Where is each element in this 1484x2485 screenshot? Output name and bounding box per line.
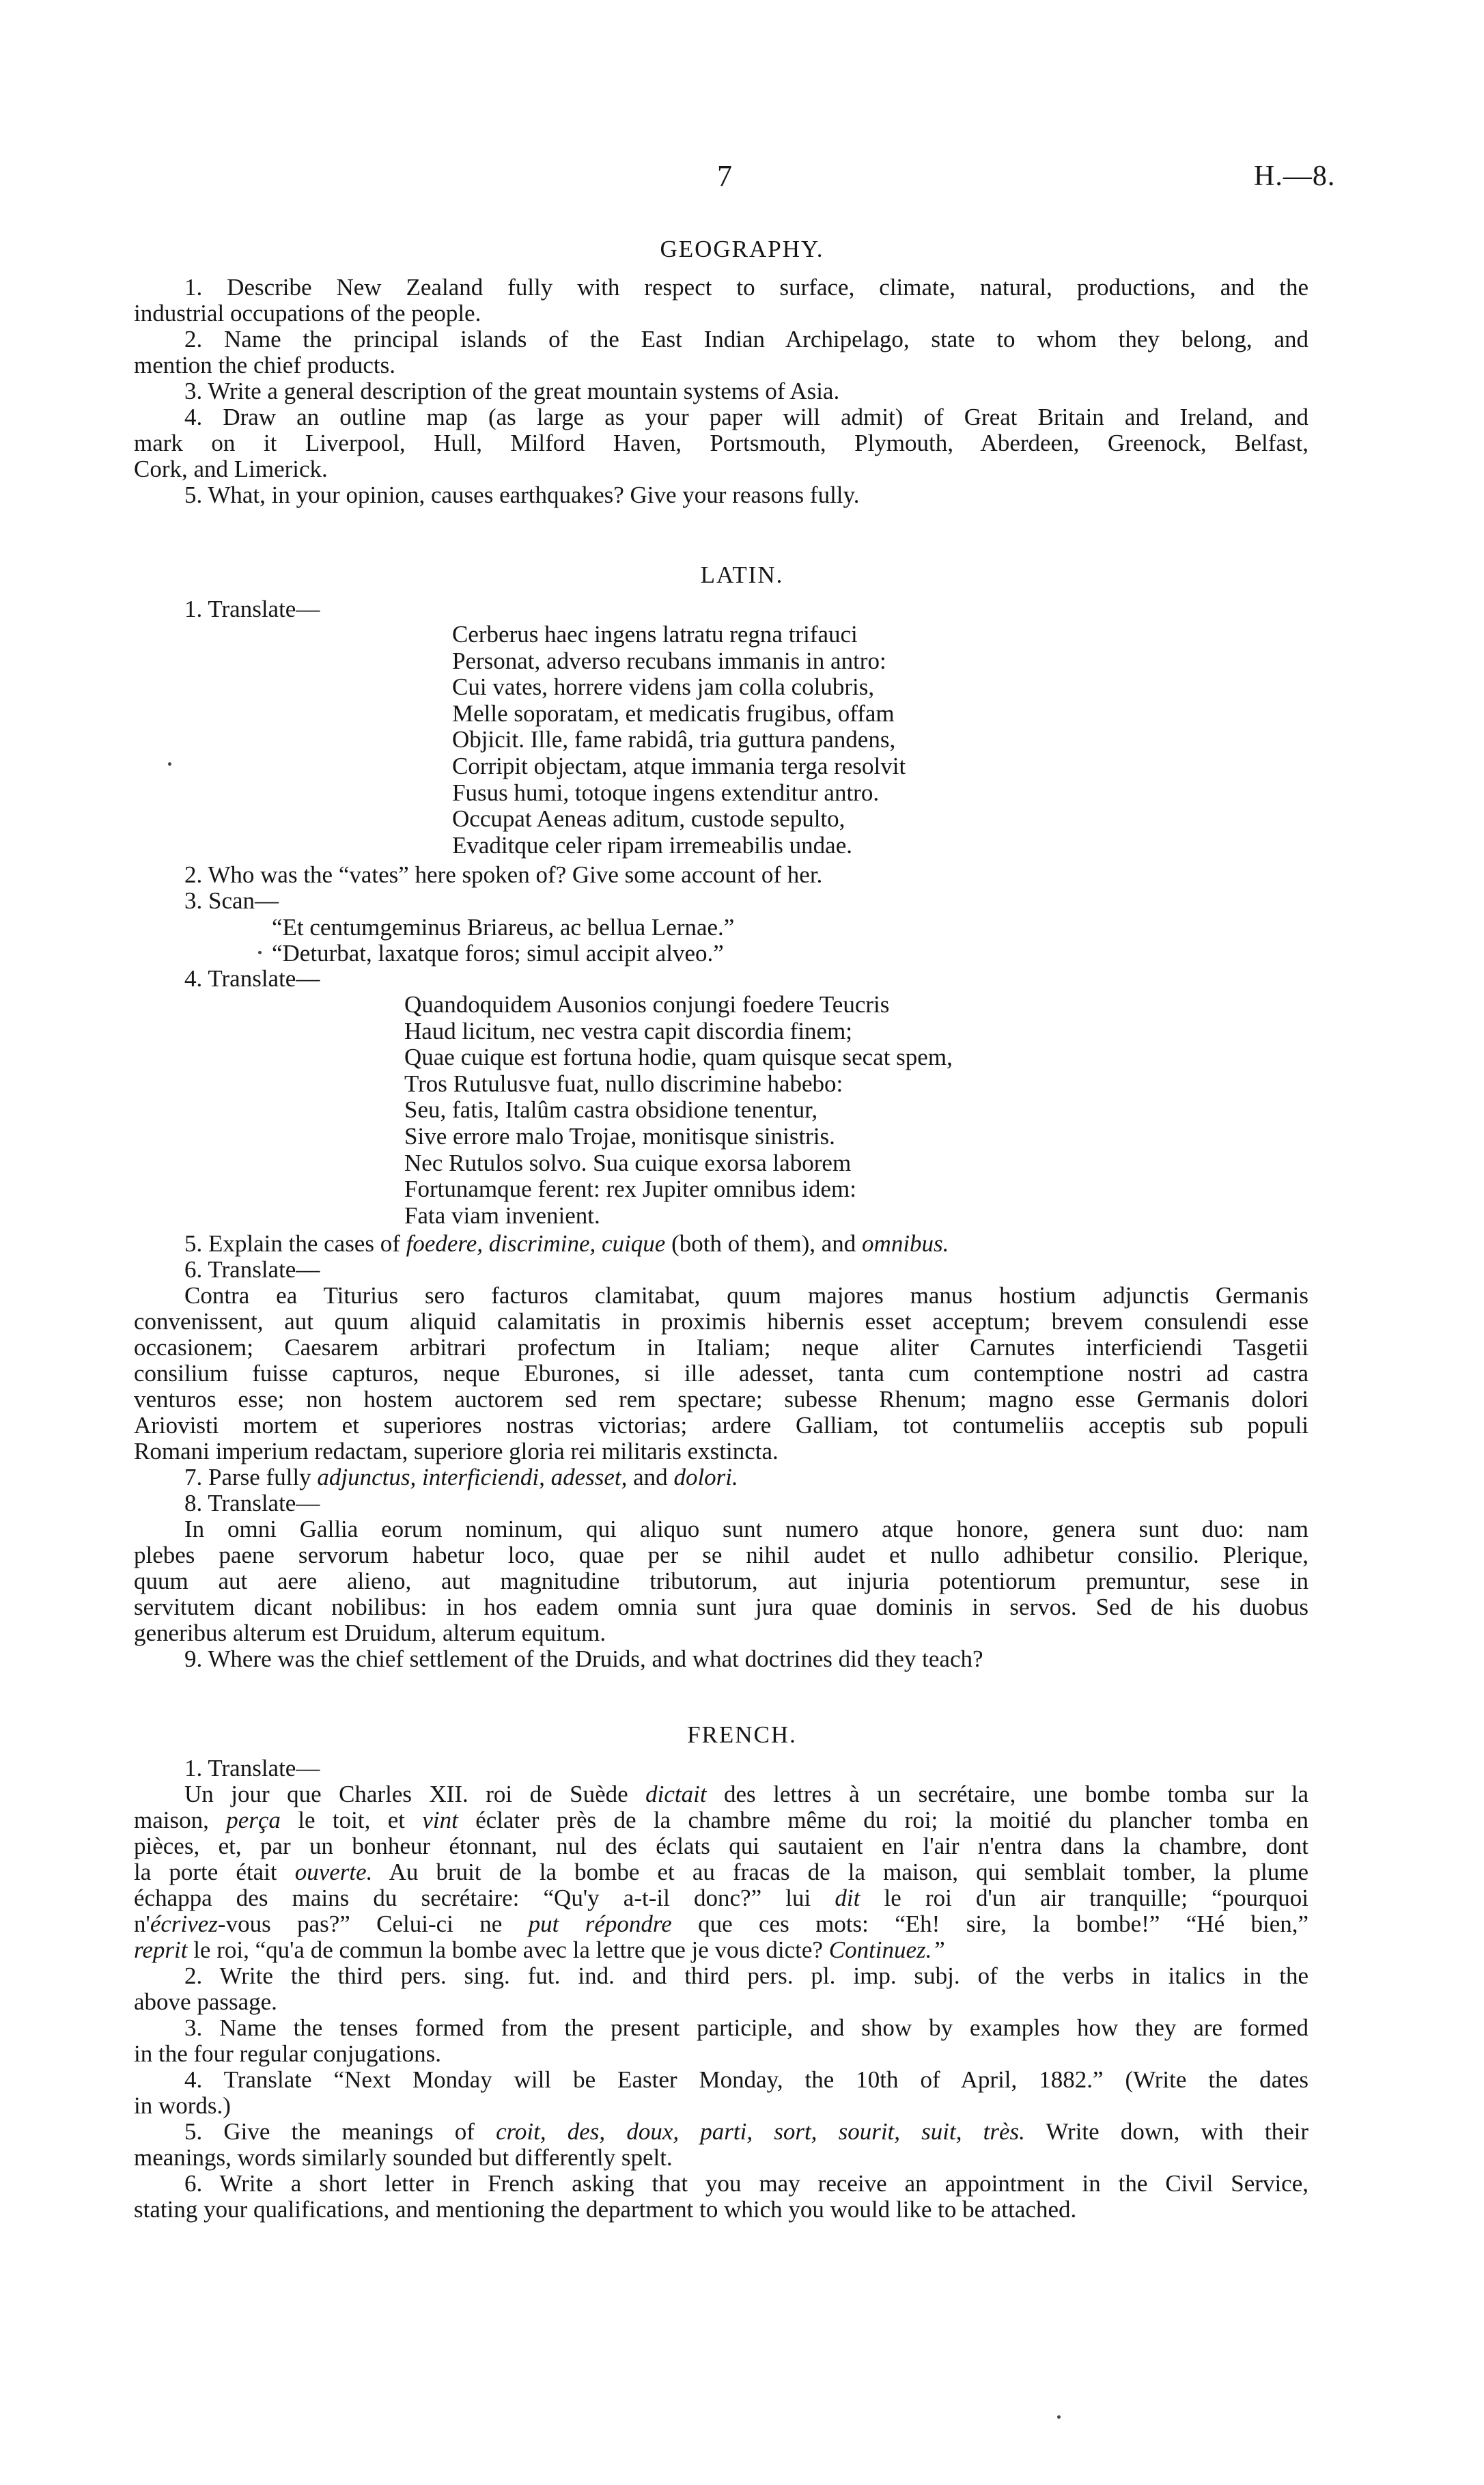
passage-text: des lettres à un secrétaire, une bombe tomba sur la bbox=[724, 1781, 1309, 1807]
geography-line: 3. Write a general description of the great mountain systems of Asia. bbox=[184, 378, 840, 404]
passage-text: maison, bbox=[134, 1807, 209, 1833]
french-q6-line: 6. Write a short letter in French asking that you may receive an appointment in the Civil Service, bbox=[184, 2170, 1308, 2197]
latin-q7 bbox=[184, 1464, 1308, 1490]
geography-line: industrial occupations of the people. bbox=[134, 300, 481, 327]
passage-verb: ouverte. bbox=[294, 1859, 373, 1885]
passage-verb: put répondre bbox=[528, 1911, 672, 1937]
poem-line: Corripit objectam, atque immania terga resolvit bbox=[452, 752, 906, 779]
page-number: 7 bbox=[717, 159, 732, 193]
q7-last: dolori. bbox=[673, 1464, 738, 1490]
french-q3-line: in the four regular conjugations. bbox=[134, 2040, 442, 2067]
passage-line: pièces, et, par un bonheur étonnant, nul des éclats qui sautaient en l'air n'entra dans la chambre, dont bbox=[134, 1833, 1308, 1859]
passage-text: n' bbox=[134, 1911, 150, 1937]
q5-words: croit, des, doux, parti, sort, sourit, suit, très. bbox=[496, 2118, 1025, 2145]
prose-line: In omni Gallia eorum nominum, qui aliquo sunt numero atque honore, genera sunt duo: nam bbox=[184, 1516, 1308, 1542]
passage-verb: reprit bbox=[134, 1936, 188, 1963]
scan-line: “Et centumgeminus Briareus, ac bellua Lernae.” bbox=[272, 914, 735, 941]
poem-line: Fortunamque ferent: rex Jupiter omnibus idem: bbox=[404, 1176, 856, 1203]
latin-q3-label: 3. Scan— bbox=[184, 887, 279, 914]
poem-line: Seu, fatis, Italûm castra obsidione tenentur, bbox=[404, 1096, 818, 1124]
q5-terms: foedere, discrimine, cuique bbox=[406, 1230, 666, 1257]
passage-verb: dictait bbox=[645, 1781, 707, 1807]
geography-line: Cork, and Limerick. bbox=[134, 456, 328, 482]
geography-line: mark on it Liverpool, Hull, Milford Haven, Portsmouth, Plymouth, Aberdeen, Greenock, Belfast, bbox=[134, 430, 1308, 456]
poem-line: Cui vates, horrere videns jam colla colubris, bbox=[452, 674, 875, 701]
latin-q2: 2. Who was the “vates” here spoken of? Give some account of her. bbox=[184, 861, 823, 888]
poem-line: Occupat Aeneas aditum, custode sepulto, bbox=[452, 805, 845, 833]
poem-line: Evaditque celer ripam irremeabilis undae. bbox=[452, 831, 852, 859]
latin-q8-label: 8. Translate— bbox=[184, 1490, 320, 1516]
french-q6-line: stating your qualifications, and mentioning the department to which you would like to be attached. bbox=[134, 2196, 1077, 2223]
passage-line bbox=[184, 1781, 1308, 1807]
prose-line: occasionem; Caesarem arbitrari profectum in Italiam; neque aliter Carnutes interficiendi Tasgetii bbox=[134, 1334, 1308, 1361]
passage-text: Un jour que Charles XII. roi de Suède bbox=[184, 1781, 628, 1807]
poem-line: Personat, adverso recubans immanis in antro: bbox=[452, 647, 886, 674]
latin-q5 bbox=[184, 1231, 1308, 1257]
geography-line: 4. Draw an outline map (as large as your paper will admit) of Great Britain and Ireland, and bbox=[184, 404, 1308, 430]
passage-text: échappa des mains du secrétaire: “Qu'y a-t-il donc?” lui bbox=[134, 1885, 811, 1911]
prose-line: venturos esse; non hostem auctorem sed rem spectare; subesse Rhenum; magno esse Germanis dolori bbox=[134, 1386, 1308, 1413]
french-q4-line: 4. Translate “Next Monday will be Easter Monday, the 10th of April, 1882.” (Write the dates bbox=[184, 2066, 1308, 2093]
passage-text: que ces mots: “Eh! sire, la bombe!” “Hé bien,” bbox=[698, 1911, 1309, 1937]
french-q3-line: 3. Name the tenses formed from the present participle, and show by examples how they are formed bbox=[184, 2014, 1308, 2041]
prose-line: Ariovisti mortem et superiores nostras victorias; ardere Galliam, tot contumeliis acceptis sub populi bbox=[134, 1412, 1308, 1439]
scan-line: “Deturbat, laxatque foros; simul accipit alveo.” bbox=[272, 940, 724, 967]
latin-poem-2 bbox=[404, 992, 953, 1229]
passage-text: le toit, et bbox=[298, 1807, 405, 1833]
poem-line: Cerberus haec ingens latratu regna trifauci bbox=[452, 621, 858, 648]
q5-rest: Write down, with their bbox=[1046, 2118, 1308, 2145]
french-q5-line2: meanings, words similarly sounded but differently spelt. bbox=[134, 2144, 673, 2171]
passage-line bbox=[134, 1807, 1308, 1833]
poem-line: Sive errore malo Trojae, monitisque sinistris. bbox=[404, 1122, 835, 1150]
poem-line: Nec Rutulos solvo. Sua cuique exorsa laborem bbox=[404, 1149, 852, 1176]
poem-line: Objicit. Ille, fame rabidâ, tria guttura pandens, bbox=[452, 726, 896, 753]
geography-heading: GEOGRAPHY. bbox=[660, 236, 824, 262]
prose-line: quum aut aere alieno, aut magnitudine tributorum, aut injuria potentiorum premuntur, sese in bbox=[134, 1568, 1308, 1594]
page-reference: H.—8. bbox=[1254, 161, 1336, 192]
french-q5 bbox=[184, 2119, 1308, 2145]
geography-line: mention the chief products. bbox=[134, 352, 395, 378]
print-speck bbox=[1057, 2415, 1061, 2419]
poem-line: Haud licitum, nec vestra capit discordia finem; bbox=[404, 1017, 853, 1044]
passage-text: éclater près de la chambre même du roi; la moitié du plancher tomba en bbox=[475, 1807, 1309, 1833]
passage-verb: perça bbox=[226, 1807, 281, 1833]
q5-prefix: 5. Explain the cases of bbox=[184, 1230, 400, 1257]
print-speck bbox=[168, 762, 171, 766]
french-q4-line: in words.) bbox=[134, 2092, 231, 2119]
passage-line bbox=[134, 1885, 1308, 1911]
prose-line: servitutem dicant nobilibus: in hos eadem omnia sunt jura quae dominis in servos. Sed de his duobus bbox=[134, 1594, 1308, 1620]
passage-verb: Continuez.” bbox=[828, 1936, 945, 1963]
poem-line: Quae cuique est fortuna hodie, quam quisque secat spem, bbox=[404, 1044, 953, 1071]
passage-text: Au bruit de la bombe et au fracas de la maison, qui semblait tomber, la plume bbox=[389, 1859, 1308, 1885]
geography-line: 2. Name the principal islands of the East Indian Archipelago, state to whom they belong, and bbox=[184, 326, 1308, 352]
latin-q4-label: 4. Translate— bbox=[184, 965, 320, 992]
french-heading: FRENCH. bbox=[687, 1721, 797, 1748]
passage-text: la porte était bbox=[134, 1859, 277, 1885]
q5-last: omnibus. bbox=[862, 1230, 949, 1257]
poem-line: Melle soporatam, et medicatis frugibus, offam bbox=[452, 699, 895, 727]
french-q2-line: 2. Write the third pers. sing. fut. ind. and third pers. pl. imp. subj. of the verbs in italics in the bbox=[184, 1962, 1308, 1989]
geography-line: 1. Describe New Zealand fully with respect to surface, climate, natural, productions, and the bbox=[184, 274, 1308, 301]
poem-line: Fusus humi, totoque ingens extenditur antro. bbox=[452, 779, 880, 806]
latin-q9: 9. Where was the chief settlement of the Druids, and what doctrines did they teach? bbox=[184, 1646, 983, 1672]
geography-line: 5. What, in your opinion, causes earthquakes? Give your reasons fully. bbox=[184, 482, 860, 508]
q7-terms: adjunctus, interficiendi, adesset, bbox=[317, 1464, 628, 1490]
latin-q6-label: 6. Translate— bbox=[184, 1256, 320, 1283]
prose-line: consilium fuisse capturos, neque Eburones, si ille adesset, tanta cum contemptione nostri ad castra bbox=[134, 1360, 1308, 1387]
poem-line: Fata viam invenient. bbox=[404, 1202, 600, 1229]
passage-line bbox=[134, 1859, 1308, 1885]
poem-line: Tros Rutulusve fuat, nullo discrimine habebo: bbox=[404, 1070, 843, 1097]
prose-line: convenissent, aut quum aliquid calamitatis in proximis hibernis esset acceptum; brevem consulendi esse bbox=[134, 1308, 1308, 1335]
poem-line: Quandoquidem Ausonios conjungi foedere Teucris bbox=[404, 991, 890, 1018]
q5-middle: (both of them), and bbox=[671, 1230, 856, 1257]
passage-text: le roi d'un air tranquille; “pourquoi bbox=[884, 1885, 1308, 1911]
q7-prefix: 7. Parse fully bbox=[184, 1464, 311, 1490]
french-q2-line: above passage. bbox=[134, 1988, 277, 2015]
passage-line bbox=[134, 1937, 1308, 1963]
passage-line bbox=[134, 1911, 1308, 1937]
latin-heading: LATIN. bbox=[700, 561, 784, 588]
passage-text: le roi, “qu'a de commun la bombe avec la lettre que je vous dicte? bbox=[193, 1936, 823, 1963]
passage-verb: vint bbox=[422, 1807, 458, 1833]
latin-q1-label: 1. Translate— bbox=[184, 596, 320, 622]
q5-prefix: 5. Give the meanings of bbox=[184, 2118, 475, 2145]
prose-line: Romani imperium redactam, superiore gloria rei militaris exstincta. bbox=[134, 1438, 779, 1464]
prose-line: plebes paene servorum habetur loco, quae per se nihil audet et nullo adhibetur consilio. Plerique, bbox=[134, 1542, 1308, 1568]
french-q1-label: 1. Translate— bbox=[184, 1755, 320, 1781]
q7-and: and bbox=[633, 1464, 668, 1490]
passage-text: -vous pas?” Celui-ci ne bbox=[217, 1911, 503, 1937]
prose-line: generibus alterum est Druidum, alterum equitum. bbox=[134, 1620, 606, 1646]
passage-verb: dit bbox=[835, 1885, 860, 1911]
latin-poem-1 bbox=[452, 622, 906, 859]
passage-verb: écrivez bbox=[150, 1911, 218, 1937]
print-speck bbox=[258, 951, 262, 954]
prose-line: Contra ea Titurius sero facturos clamitabat, quum majores manus hostium adjunctis Germanis bbox=[184, 1282, 1308, 1309]
